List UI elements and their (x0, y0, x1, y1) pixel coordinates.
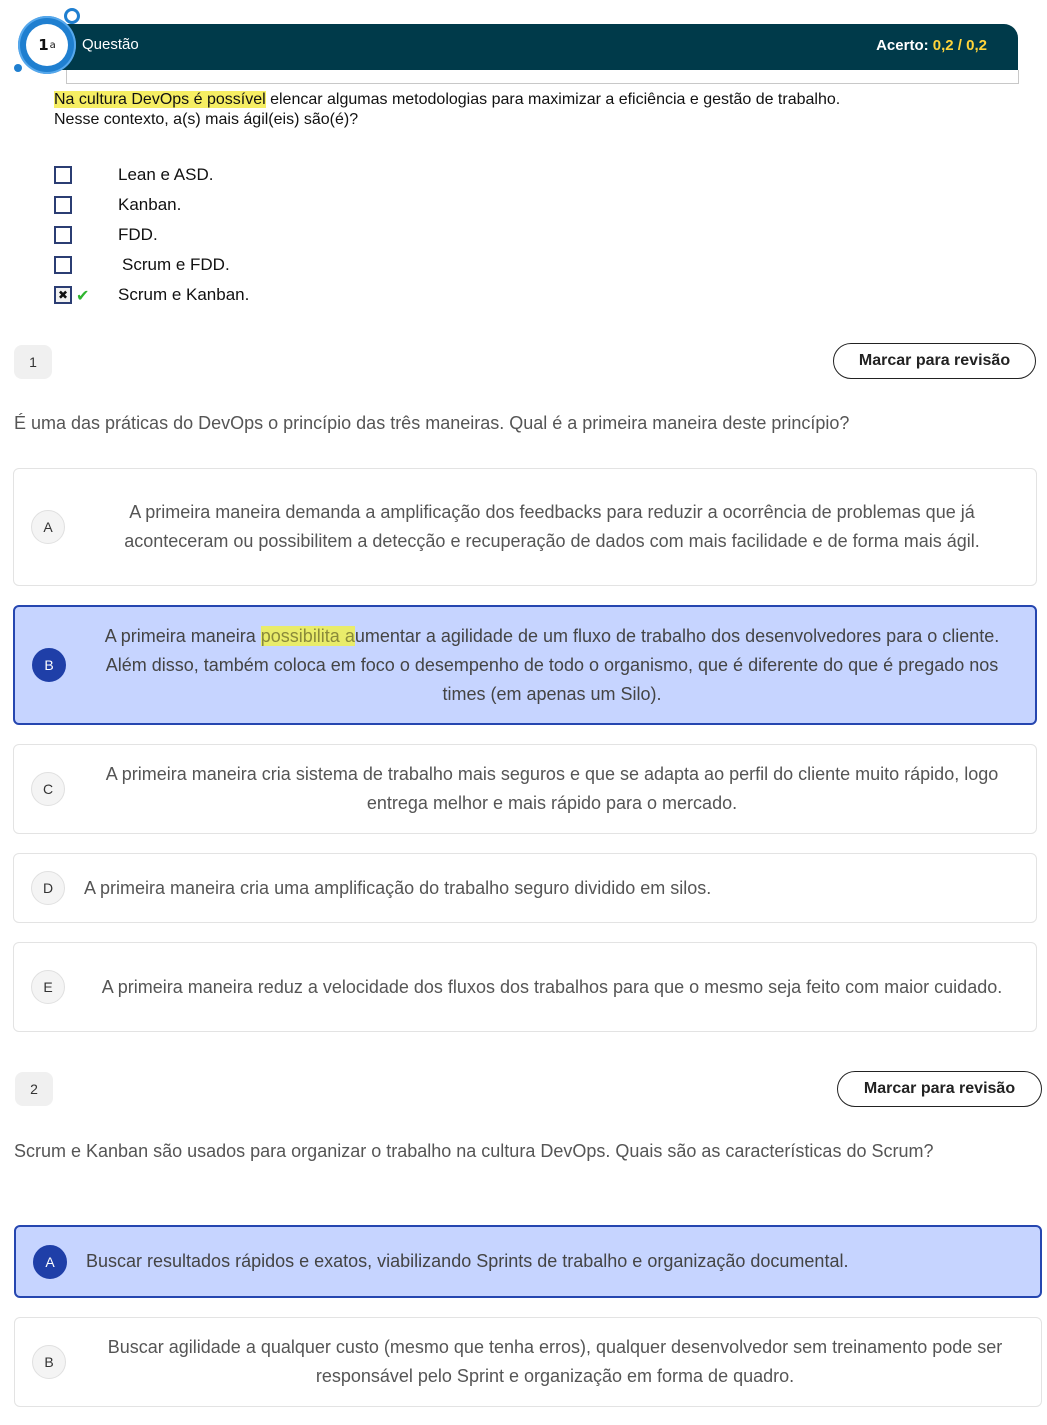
question-stem: É uma das práticas do DevOps o princípio das três maneiras. Qual é a primeira maneira deste princípio? (14, 413, 850, 433)
option-item[interactable]: Scrum e FDD. (54, 250, 454, 280)
option-letter: B (32, 648, 66, 682)
mark-for-review-button[interactable]: Marcar para revisão (833, 343, 1036, 379)
answer-option-d[interactable] (13, 853, 1037, 923)
option-letter: A (33, 1245, 67, 1279)
checkbox[interactable] (54, 196, 72, 214)
question-stem: Scrum e Kanban são usados para organizar o trabalho na cultura DevOps. Quais são as características do Scrum? (14, 1141, 934, 1161)
bubble-icon (64, 8, 80, 24)
checkbox[interactable] (54, 226, 72, 244)
option-letter: D (31, 871, 65, 905)
answer-text: Buscar agilidade a qualquer custo (mesmo que tenha erros), qualquer desenvolvedor sem treinamento pode ser responsável pelo Sprint e organização em forma de quadro. (107, 1337, 1003, 1386)
answer-text: A primeira maneira cria sistema de trabalho mais seguros e que se adapta ao perfil do cliente muito rápido, logo entrega melhor e mais rápido para o mercado. (105, 764, 999, 813)
option-item[interactable]: ✖ ✔ Scrum e Kanban. (54, 280, 454, 310)
answer-option-a[interactable] (13, 468, 1037, 586)
question-header (46, 24, 1018, 70)
option-list (54, 160, 454, 310)
answer-option-b[interactable] (14, 1317, 1042, 1407)
answer-text: A primeira maneira cria uma amplificação do trabalho seguro dividido em silos. (84, 877, 712, 898)
option-letter: E (31, 970, 65, 1004)
answer-option-e[interactable] (13, 942, 1037, 1032)
score: Acerto: 0,2 / 0,2 (876, 37, 987, 54)
option-item[interactable]: Lean e ASD. (54, 160, 454, 190)
checkbox[interactable] (54, 166, 72, 184)
answer-text: A primeira maneira possibilita aumentar a agilidade de um fluxo de trabalho dos desenvolvedores para o cliente. Além disso, também coloca em foco o desempenho de todo o organismo, que é diferente do que é pregado nos times (em apenas um Silo). (104, 625, 1000, 704)
checked-checkbox-icon[interactable]: ✖ (54, 286, 72, 304)
answer-option-a[interactable] (14, 1225, 1042, 1298)
question-stem: Na cultura DevOps é possível elencar algumas metodologias para maximizar a eficiência e gestão de trabalho. Nesse contexto, a(s) mais ágil(eis) são(é)? (54, 91, 841, 128)
question-header-underline (66, 70, 1019, 84)
correct-check-icon: ✔ (76, 286, 90, 305)
question-number-chip: 2 (15, 1072, 53, 1106)
score-value: 0,2 / 0,2 (932, 37, 987, 54)
option-item[interactable]: Kanban. (54, 190, 454, 220)
answer-option-c[interactable] (13, 744, 1037, 834)
question-number: 1 (38, 36, 49, 54)
question-number-badge: 1 a (14, 8, 84, 78)
answer-option-b[interactable] (13, 605, 1037, 725)
option-letter: B (32, 1345, 66, 1379)
mark-for-review-button[interactable]: Marcar para revisão (837, 1071, 1042, 1107)
question-number-chip: 1 (14, 345, 52, 379)
answer-text: A primeira maneira demanda a amplificação dos feedbacks para reduzir a ocorrência de problemas que já aconteceram ou possibilitem a detecção e recuperação de dados com mais facilidade e de forma mais ágil. (124, 502, 980, 551)
option-letter: C (31, 772, 65, 806)
answer-text: Buscar resultados rápidos e exatos, viabilizando Sprints de trabalho e organização documental. (86, 1251, 849, 1271)
checkbox[interactable] (54, 256, 72, 274)
question-title: Questão (82, 36, 139, 53)
option-letter: A (31, 510, 65, 544)
answer-text: A primeira maneira reduz a velocidade dos fluxos dos trabalhos para que o mesmo seja feito com maior cuidado. (101, 976, 1003, 997)
option-item[interactable]: FDD. (54, 220, 454, 250)
